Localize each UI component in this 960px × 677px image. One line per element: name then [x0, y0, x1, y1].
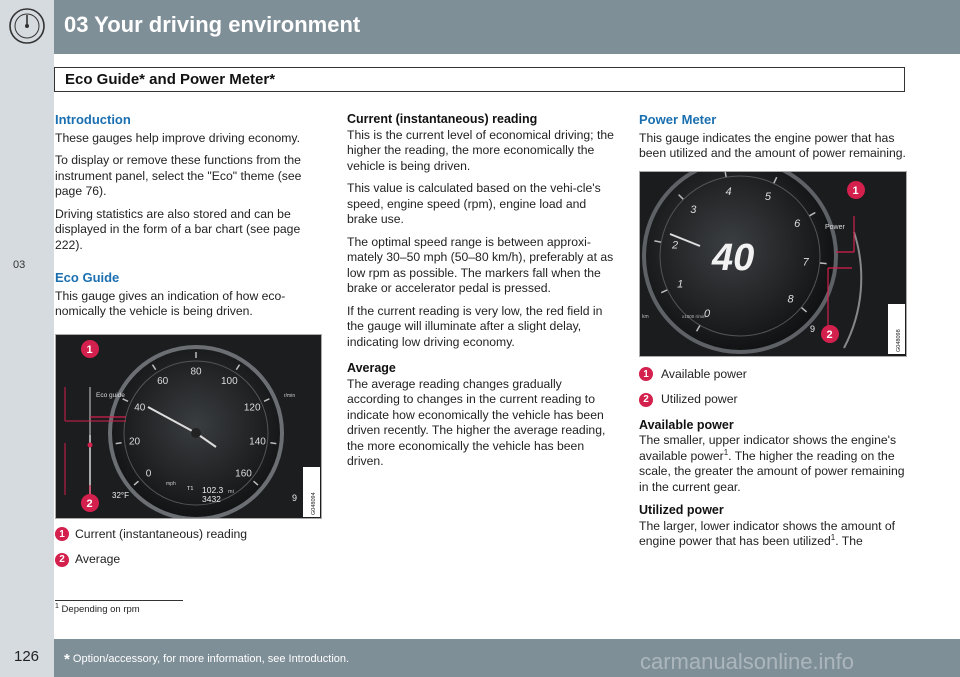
- power-meter-heading: Power Meter: [639, 112, 717, 127]
- available-power-paragraph: The smaller, upper indicator shows the engine's available power$^1$. The higher the reading on the scale, the greater the amount of power remaining in the current gear.: [639, 433, 905, 494]
- power-legend-label-2: Utilized power: [661, 392, 738, 406]
- footnote-rule: [55, 600, 183, 601]
- footnote-text: Depending on rpm: [61, 604, 140, 615]
- outside-temp: 32°F: [112, 490, 129, 500]
- unit-mph: mph: [166, 480, 176, 487]
- power-legend-label-1: Available power: [661, 366, 747, 381]
- power-tick-0: 0: [703, 307, 711, 320]
- eco-guide-heading: Eco Guide: [55, 270, 120, 285]
- eco-tick-60: 60: [157, 375, 169, 387]
- eco-tick-20: 20: [128, 436, 141, 448]
- legend-label-2: Average: [75, 552, 121, 566]
- odometer: 3432: [202, 493, 221, 504]
- eco-tick-100: 100: [220, 375, 238, 387]
- column-3: [639, 112, 907, 557]
- section-title-box: [54, 67, 905, 92]
- intro-paragraph-3: Driving statistics are also stored and can be displayed in the form of a bar chart (see page 222).: [55, 206, 301, 252]
- power-tick-5: 5: [764, 190, 771, 203]
- footnote: [55, 604, 140, 615]
- legend-label-1: Current (instantaneous) reading: [75, 526, 248, 541]
- eco-guide-figure: [55, 334, 322, 519]
- chapter-icon-box: [0, 0, 54, 54]
- column-2: [347, 112, 614, 477]
- eco-tick-140: 140: [249, 436, 266, 448]
- power-callout-1: 1: [852, 184, 859, 197]
- average-paragraph: The average reading changes gradually according to changes in the current reading to indicate how economically the vehicle has been driven recently. The higher the average reading, the more economically the vehicle has been driven.: [347, 376, 606, 468]
- speed-readout: 40: [712, 236, 755, 279]
- power-legend-badge-1: 1: [639, 367, 653, 381]
- eco-tick-0: 0: [145, 467, 152, 479]
- current-paragraph-3: The optimal speed range is between approxi-mately 30–50 mph (50–80 km/h), preferably at as low rpm as possible. The markers fall when the brake or accelerator pedal is pressed.: [347, 234, 614, 295]
- introduction-heading: Introduction: [55, 112, 131, 127]
- power-tick-mark-7: [820, 263, 827, 264]
- callout-1: 1: [86, 343, 93, 356]
- chapter-side-tab: [0, 54, 54, 639]
- footer-note-text: Option/accessory, for more information, see Introduction.: [72, 653, 350, 665]
- power-legend-row-2: [639, 392, 907, 408]
- power-image-code: G048098: [896, 328, 902, 352]
- current-reading-heading: Current (instantaneous) reading: [347, 112, 538, 126]
- callout-2: 2: [86, 497, 93, 510]
- eco-tick-80: 80: [190, 366, 202, 377]
- power-tick-3: 3: [690, 203, 697, 216]
- side-tab-chapter-number: 03: [13, 259, 26, 271]
- power-callout-2: 2: [826, 328, 833, 341]
- power-meter-paragraph: This gauge indicates the engine power that has been utilized and the amount of power remaining.: [639, 130, 906, 160]
- eco-tick-mark-20: [116, 442, 122, 443]
- gauge-icon: [7, 6, 47, 46]
- power-tick-2: 2: [671, 238, 679, 251]
- footer-asterisk: *: [64, 651, 70, 668]
- legend-row-1: [55, 527, 322, 543]
- legend-row-2: [55, 552, 322, 568]
- power-meter-figure: [639, 171, 907, 357]
- gear-indicator: 9: [292, 492, 298, 503]
- legend-badge-1: 1: [55, 527, 69, 541]
- eco-tick-120: 120: [243, 401, 261, 413]
- unit-rpm: r/min: [284, 392, 296, 399]
- legend-badge-2: 2: [55, 553, 69, 567]
- chapter-title: 03 Your driving environment: [64, 12, 361, 37]
- power-tick-6: 6: [794, 217, 801, 230]
- column-1: [55, 112, 322, 578]
- power-tick-7: 7: [802, 256, 809, 269]
- current-paragraph-4: If the current reading is very low, the red field in the gauge will illuminate after a slight delay, indicating low driving economy.: [347, 303, 603, 349]
- image-code: G048094: [311, 491, 317, 515]
- rpm-unit-label: x1000 r/min: [682, 313, 706, 319]
- page-number: 126: [14, 648, 40, 665]
- watermark: carmanualsonline.info: [640, 649, 855, 674]
- eco-tick-160: 160: [235, 467, 252, 479]
- intro-paragraph-2: To display or remove these functions from the instrument panel, select the "Eco" theme (see page 76).: [55, 153, 302, 198]
- power-tick-8: 8: [787, 292, 794, 305]
- footnote-ref-2: 1: [830, 532, 836, 542]
- available-power-heading: Available power: [639, 417, 734, 432]
- footer-note: [64, 651, 349, 668]
- trip-label: T1: [187, 485, 194, 492]
- utilized-power-paragraph: The larger, lower indicator shows the amount of engine power that has been utilized$^1$. The: [639, 518, 896, 548]
- power-legend-badge-2: 2: [639, 393, 653, 407]
- power-tick-1: 1: [677, 278, 684, 291]
- section-title: Eco Guide* and Power Meter*: [65, 71, 276, 88]
- power-gear-indicator: 9: [810, 323, 816, 334]
- current-paragraph-2: This value is calculated based on the vehi-cle's speed, engine speed (rpm), engine load and brake use.: [347, 181, 601, 226]
- power-legend-row-1: [639, 367, 907, 383]
- current-paragraph-1: This is the current level of economical driving; the higher the reading, the more economically the vehicle is being driven.: [347, 127, 614, 173]
- footnote-number: 1: [55, 602, 59, 610]
- power-label: Power: [825, 223, 845, 231]
- utilized-power-heading: Utilized power: [639, 503, 724, 517]
- eco-tick-40: 40: [134, 401, 146, 413]
- trip-unit: mi: [228, 488, 234, 495]
- eco-guide-paragraph: This gauge gives an indication of how eco-nomically the vehicle is being driven.: [55, 288, 286, 318]
- trip-value: 102.3: [202, 484, 224, 495]
- eco-guide-label: Eco guide: [96, 391, 125, 399]
- average-heading: Average: [347, 361, 396, 375]
- footnote-ref-1: 1: [723, 447, 729, 457]
- power-tick-4: 4: [725, 185, 732, 198]
- intro-paragraph-1: These gauges help improve driving economy.: [55, 130, 301, 145]
- eco-tick-mark-140: [270, 442, 276, 443]
- unit-km: km: [642, 313, 649, 320]
